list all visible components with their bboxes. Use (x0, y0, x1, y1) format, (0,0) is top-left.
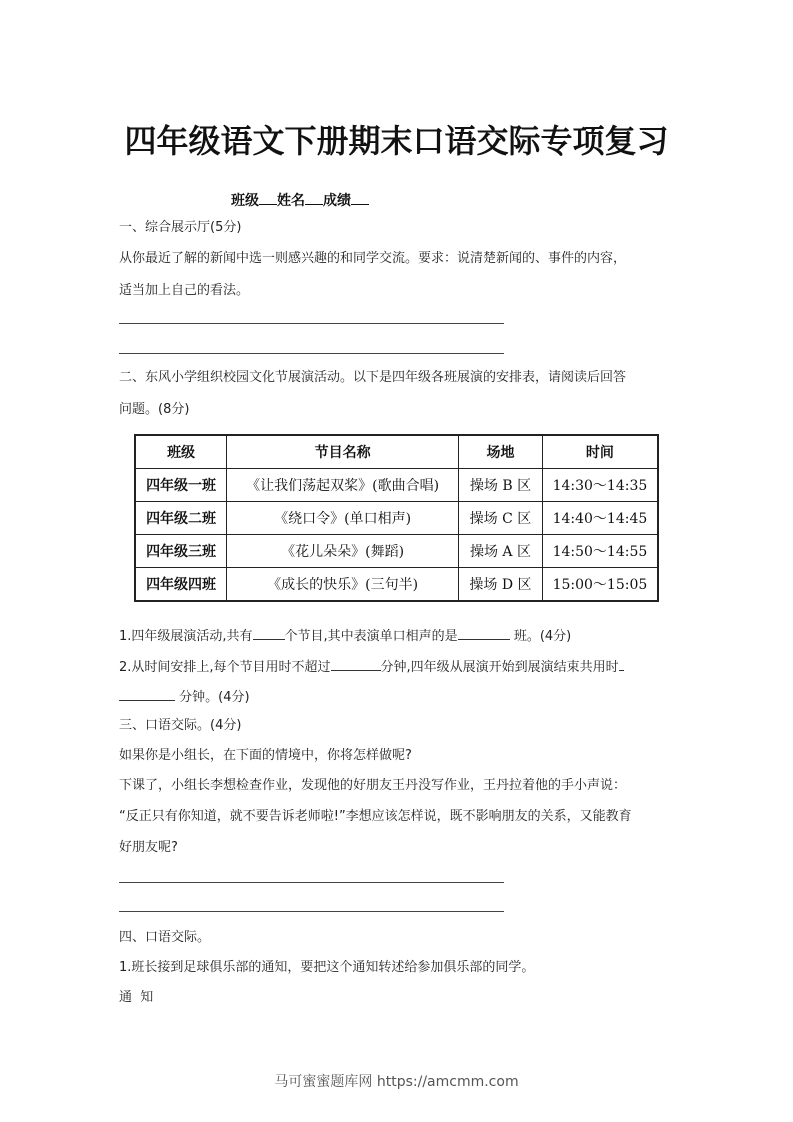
cell-venue: 操场 A 区 (459, 535, 543, 568)
answer-line[interactable] (119, 323, 504, 324)
cell-venue: 操场 D 区 (459, 568, 543, 602)
cell-venue: 操场 C 区 (459, 502, 543, 535)
table-row (135, 469, 658, 502)
cell-time: 14:40～14:45 (542, 502, 658, 535)
cell-program: 《成长的快乐》(三句半) (227, 568, 459, 602)
section1-heading: 一、综合展示厅(5分) (119, 220, 242, 235)
schedule-table (134, 434, 659, 602)
fill-blank[interactable] (331, 657, 381, 671)
cell-program: 《花儿朵朵》(舞蹈) (227, 535, 459, 568)
cell-time: 14:30～14:35 (542, 469, 658, 502)
name-blank[interactable] (305, 192, 323, 205)
section4-line1: 1.班长接到足球俱乐部的通知，要把这个通知转述给参加俱乐部的同学。 (119, 960, 535, 975)
footer-watermark: 马可蜜蜜题库网 https://amcmm.com (274, 1074, 519, 1090)
class-label: 班级 (231, 193, 259, 209)
header-time: 时间 (542, 435, 658, 469)
cell-program: 《绕口令》(单口相声) (227, 502, 459, 535)
fill-blank[interactable] (458, 626, 510, 640)
section3-line3: “反正只有你知道，就不要告诉老师啦!”李想应该怎样说，既不影响朋友的关系，又能教育 (119, 809, 632, 824)
section1-line1: 从你最近了解的新闻中选一则感兴趣的和同学交流。要求：说清楚新闻的、事件的内容， (119, 251, 627, 266)
header-class: 班级 (135, 435, 227, 469)
cell-venue: 操场 B 区 (459, 469, 543, 502)
notice-title: 通 知 (119, 990, 154, 1005)
table-row (135, 568, 658, 602)
table-header-row (135, 435, 658, 469)
fill-blank[interactable] (619, 657, 624, 671)
cell-class: 四年级二班 (135, 502, 227, 535)
cell-class: 四年级四班 (135, 568, 227, 602)
score-label: 成绩 (323, 193, 351, 209)
class-blank[interactable] (259, 192, 277, 205)
student-info-line (231, 190, 369, 210)
cell-program: 《让我们荡起双桨》(歌曲合唱) (227, 469, 459, 502)
question-2-cont: 分钟。(4分) (119, 687, 250, 707)
section3-line4: 好朋友呢? (119, 840, 178, 855)
header-program: 节目名称 (227, 435, 459, 469)
name-label: 姓名 (277, 193, 305, 209)
section4-heading: 四、口语交际。 (119, 930, 211, 945)
fill-blank[interactable] (119, 687, 175, 701)
question-2: 2.从时间安排上,每个节目用时不超过 分钟,四年级从展演开始到展演结束共用时 (119, 657, 624, 677)
cell-class: 四年级一班 (135, 469, 227, 502)
score-blank[interactable] (351, 192, 369, 205)
section1-line2: 适当加上自己的看法。 (119, 283, 250, 298)
section3-line2: 下课了，小组长李想检查作业，发现他的好朋友王丹没写作业，王丹拉着他的手小声说： (119, 778, 627, 793)
fill-blank[interactable] (253, 626, 285, 640)
cell-time: 14:50～14:55 (542, 535, 658, 568)
section2-heading-line2: 问题。(8分) (119, 402, 190, 417)
cell-time: 15:00～15:05 (542, 568, 658, 602)
section3-line1: 如果你是小组长，在下面的情境中，你将怎样做呢? (119, 748, 412, 763)
header-venue: 场地 (459, 435, 543, 469)
section2-heading-line1: 二、东风小学组织校园文化节展演活动。以下是四年级各班展演的安排表，请阅读后回答 (119, 370, 627, 385)
answer-line[interactable] (119, 882, 504, 883)
answer-line[interactable] (119, 911, 504, 912)
question-1: 1.四年级展演活动,共有 个节目,其中表演单口相声的是 班。(4分) (119, 626, 571, 646)
table-row (135, 502, 658, 535)
section3-heading: 三、口语交际。(4分) (119, 718, 242, 733)
table-row (135, 535, 658, 568)
cell-class: 四年级三班 (135, 535, 227, 568)
page-title: 四年级语文下册期末口语交际专项复习 (124, 122, 669, 160)
answer-line[interactable] (119, 353, 504, 354)
